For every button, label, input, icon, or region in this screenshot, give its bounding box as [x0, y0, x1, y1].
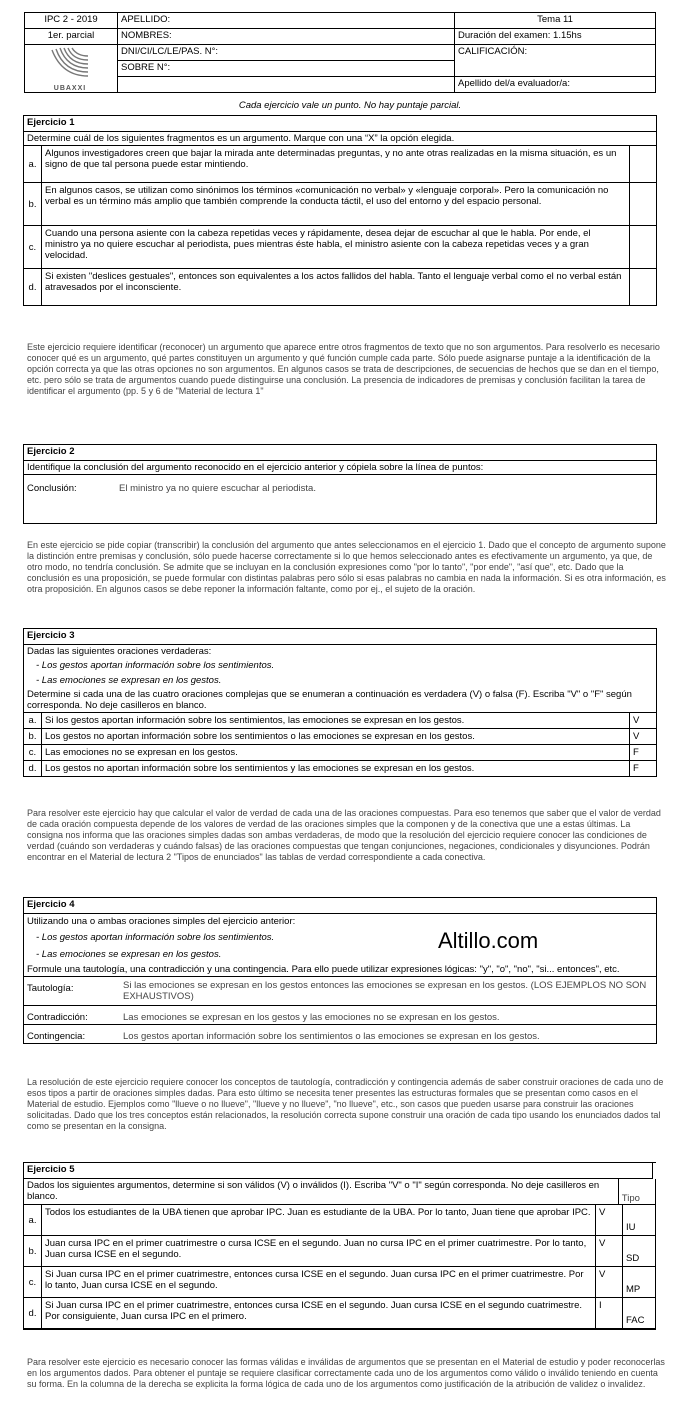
row-label: Tautología:: [27, 983, 74, 994]
exercise-1-title: Ejercicio 1: [24, 116, 656, 132]
exercise-2-note: En este ejercicio se pide copiar (transcribir) la conclusión del argumento que antes seleccionamos en el ejercicio 1. Dado que el concepto de argumento supone la distinción entre premisas y conclusión, sólo puede hacerse correctamente si lo que hemos seleccionado antes es efectivamente un argumento, ya que, de otro modo, no tendría conclusión. Se admite que se incluyan en la conclusión expresiones como "por lo tanto", "por ende", "así que", etc. Dado que la conclusión es una proposición, se puede formular con distintas palabras pero sólo si esas palabras no cambia en nada la información. Si es otra información, es otra proposición. En algunos casos se debe reponer la información faltante, como por ej., el sujeto de la oración.: [27, 540, 666, 594]
option-c[interactable]: [24, 745, 656, 761]
option-letter: b.: [24, 183, 42, 225]
option-c[interactable]: [24, 1267, 656, 1298]
option-letter: d.: [24, 761, 42, 776]
dni-field[interactable]: DNI/CI/LC/LE/PAS. N°:: [118, 45, 455, 61]
exercise-3: [23, 628, 657, 777]
option-b[interactable]: [24, 183, 656, 226]
option-a[interactable]: [24, 713, 656, 729]
exercise-5-note: Para resolver este ejercicio es necesario conocer las formas válidas e inválidas de argumentos que se presentan en el Material de estudio y poder reconocerlas en los argumentos dados. Para obtener el puntaje se requiere clasificar correctamente cada uno de los argumentos como válido o inválido teniendo en cuenta su forma. En la columna de la derecha se explicita la forma lógica de cada uno de los argumentos como justificación de la atribución de validez o invalidez.: [27, 1357, 665, 1389]
option-text: Los gestos no aportan información sobre los sentimientos y las emociones se expresan en los gestos.: [42, 761, 630, 776]
answer-box[interactable]: F: [633, 763, 639, 774]
ubaxxi-logo: [48, 46, 92, 92]
logo-text: UBAXXI: [53, 85, 87, 92]
option-letter: d.: [24, 269, 42, 305]
exercise-4-prompt: Formule una tautología, una contradicción y una contingencia. Para ello puede utilizar expresiones lógicas: "y", "o", "no", "si... entonces", etc.: [27, 964, 620, 975]
tipo-cell: SD: [623, 1236, 656, 1266]
option-text: Todos los estudiantes de la UBA tienen que aprobar IPC. Juan es estudiante de la UBA. Por lo tanto, Juan tiene que aprobar IPC.: [42, 1205, 596, 1235]
option-text: Si los gestos aportan información sobre los sentimientos, las emociones se expresan en los gestos.: [42, 713, 630, 728]
exercise-3-prompt: Determine si cada una de las cuatro oraciones complejas que se enumeran a continuación es verdadera (V) o falsa (F). Escriba "V" o "F" según corresponda. No deje casilleros en blanco.: [24, 688, 656, 713]
option-a[interactable]: [24, 1205, 656, 1236]
answer-box[interactable]: V: [596, 1205, 623, 1235]
row-answer[interactable]: Los gestos aportan información sobre los sentimientos o las emociones se expresan en los gestos.: [123, 1031, 540, 1042]
answer-box[interactable]: [630, 146, 656, 182]
exercise-1-prompt: Determine cuál de los siguientes fragmentos es un argumento. Marque con una “X” la opción elegida.: [24, 132, 656, 146]
instructions: Cada ejercicio vale un punto. No hay puntaje parcial.: [238, 100, 462, 111]
contingencia-row: [24, 1024, 656, 1043]
exercise-4-title: Ejercicio 4: [24, 898, 656, 914]
answer-box[interactable]: V: [596, 1267, 623, 1297]
conclusion-answer[interactable]: El ministro ya no quiere escuchar al periodista.: [119, 483, 316, 494]
row-label: Contingencia:: [27, 1031, 86, 1042]
exercise-3-intro: Dadas las siguientes oraciones verdaderas:: [27, 646, 212, 657]
option-text: Cuando una persona asiente con la cabeza repetidas veces y rápidamente, desea dejar de escuchar al que le habla. Por ende, el ministro ya no quiere escuchar al periodista, pues mientras éste habla, el ministro asiente con la cabeza repetidas veces y a gran velocidad.: [42, 226, 630, 268]
answer-box[interactable]: [630, 269, 656, 305]
exercise-4-note: La resolución de este ejercicio requiere conocer los conceptos de tautología, contradicción y contingencia además de saber construir oraciones de cada uno de esos tipos a partir de oraciones simples dadas. Para esto último se necesita tener presentes las estructuras formales que se presentan como casos en el Material de estudio. Ejemplos como "llueve o no llueve", "llueve y no llueve", "no llueve", etc., son casos que pueden usarse para construir las oraciones solicitadas. Dado que los tres conceptos están relacionados, la resolución correcta supone construir una oración de cada tipo usando los enunciados dados tal como se presentan en la consigna.: [27, 1077, 664, 1131]
option-text: Si Juan cursa IPC en el primer cuatrimestre, entonces cursa ICSE en el segundo. Juan cursa IPC en el primer cuatrimestre. Por lo tanto, Juan cursa ICSE en el segundo.: [42, 1267, 596, 1297]
option-text: Juan cursa IPC en el primer cuatrimestre o cursa ICSE en el segundo. Juan no cursa IPC en el primer cuatrimestre. Por lo tanto, Juan cursa ICSE en el segundo.: [42, 1236, 596, 1266]
answer-box[interactable]: V: [633, 731, 640, 742]
calificacion-field[interactable]: CALIFICACIÓN:: [455, 45, 656, 77]
row-label: Contradicción:: [27, 1012, 88, 1023]
tipo-cell: FAC: [623, 1298, 656, 1328]
option-text: Algunos investigadores creen que bajar la mirada ante determinadas preguntas, y no ante otras realizadas en la misma situación, es un signo de que tal persona puede estar mintiendo.: [42, 146, 630, 182]
exercise-3-note: Para resolver este ejercicio hay que calcular el valor de verdad de cada una de las oraciones compuestas. Para eso tenemos que saber que el valor de verdad de cada oración compuesta depende de los valores de verdad de las oraciones simples que la componen y de la conectiva que une a estas últimas. La consigna nos informa que las oraciones simples dadas son ambas verdaderas, de modo que la resolución del ejercicio requiere conocer las condiciones de verdad (cuándo son verdaderas y cuándo falsas) de las oraciones compuestas que tengan conjunciones, negaciones, condicionales y disyunciones. Podrán encontrar en el Material de lectura 2 "Tipos de enunciados" las tablas de verdad correspondiente a cada conectiva.: [27, 808, 661, 862]
option-letter: c.: [24, 1267, 42, 1297]
exercise-5-title: Ejercicio 5: [24, 1163, 653, 1179]
sentence-2: - Las emociones se expresan en los gestos.: [36, 949, 222, 960]
option-letter: c.: [24, 226, 42, 268]
watermark: Altillo.com: [438, 928, 539, 953]
apellido-field[interactable]: APELLIDO:: [118, 13, 455, 29]
option-c[interactable]: [24, 226, 656, 269]
exercise-5-prompt: Dados los siguientes argumentos, determine si son válidos (V) o inválidos (I). Escriba "V" o "I" según corresponda. No deje casilleros en blanco.: [24, 1179, 619, 1204]
nombres-field[interactable]: NOMBRES:: [118, 29, 455, 45]
answer-box[interactable]: V: [633, 715, 640, 726]
exam-header: [24, 12, 656, 93]
exercise-2-title: Ejercicio 2: [24, 445, 656, 461]
row-answer[interactable]: Si las emociones se expresan en los gestos entonces las emociones se expresan en los gestos. (LOS EJEMPLOS NO SON EXHAUSTIVOS): [123, 980, 647, 1002]
tipo-cell: IU: [623, 1205, 656, 1235]
option-text: Las emociones no se expresan en los gestos.: [42, 745, 630, 760]
option-letter: b.: [24, 1236, 42, 1266]
exercise-1-options: [24, 146, 656, 305]
option-text: Si Juan cursa IPC en el primer cuatrimestre, entonces cursa ICSE en el segundo. Juan cursa ICSE en el segundo cuatrimestre. Por consiguiente, Juan cursa IPC en el primero.: [42, 1298, 596, 1328]
answer-box[interactable]: I: [596, 1298, 623, 1328]
tipo-header: Tipo: [619, 1179, 656, 1204]
option-letter: a.: [24, 146, 42, 182]
exercise-2: [23, 444, 657, 524]
course-cell: IPC 2 - 2019: [25, 13, 118, 29]
answer-box[interactable]: [630, 226, 656, 268]
blank-cell: [118, 77, 455, 93]
answer-box[interactable]: V: [596, 1236, 623, 1266]
ubaxxi-logo-icon: [48, 46, 92, 82]
option-letter: a.: [24, 1205, 42, 1235]
row-answer[interactable]: Las emociones se expresan en los gestos y las emociones no se expresan en los gestos.: [123, 1012, 500, 1023]
conclusion-label: Conclusión:: [27, 483, 77, 494]
option-letter: c.: [24, 745, 42, 760]
contradiccion-row: [24, 1005, 656, 1024]
evaluador-field[interactable]: Apellido del/a evaluador/a:: [455, 77, 656, 93]
option-b[interactable]: [24, 729, 656, 745]
sobre-field[interactable]: SOBRE N°:: [118, 61, 455, 77]
sentence-1: - Los gestos aportan información sobre los sentimientos.: [36, 932, 275, 943]
exercise-5: [23, 1162, 656, 1330]
answer-box[interactable]: [630, 183, 656, 225]
tipo-cell: MP: [623, 1267, 656, 1297]
exercise-4: [23, 897, 657, 1044]
option-a[interactable]: [24, 146, 656, 183]
option-d[interactable]: [24, 269, 656, 305]
option-d[interactable]: [24, 761, 656, 776]
tema-cell: Tema 11: [455, 13, 656, 29]
exercise-2-prompt: Identifique la conclusión del argumento reconocido en el ejercicio anterior y cópiela sobre la línea de puntos:: [24, 461, 656, 475]
sentence-1: - Los gestos aportan información sobre los sentimientos.: [36, 660, 275, 671]
exercise-4-intro: Utilizando una o ambas oraciones simples del ejercicio anterior:: [27, 916, 296, 927]
option-text: Los gestos no aportan información sobre los sentimientos o las emociones se expresan en los gestos.: [42, 729, 630, 744]
exercise-3-title: Ejercicio 3: [24, 629, 656, 645]
answer-box[interactable]: F: [633, 747, 639, 758]
option-letter: a.: [24, 713, 42, 728]
option-text: Si existen "deslices gestuales", entonces son equivalentes a los actos fallidos del habla. Tanto el lenguaje verbal como el no verbal están atravesados por el inconsciente.: [42, 269, 630, 305]
option-d[interactable]: [24, 1298, 656, 1329]
option-text: En algunos casos, se utilizan como sinónimos los términos «comunicación no verbal» y «lenguaje corporal». Pero la comunicación no verbal es un término más amplio que también comprende la conducta táctil, el uso del entorno y del espacio personal.: [42, 183, 630, 225]
sentence-2: - Las emociones se expresan en los gestos.: [36, 675, 222, 686]
option-letter: d.: [24, 1298, 42, 1328]
tautologia-row: [24, 976, 656, 1005]
exercise-1-note: Este ejercicio requiere identificar (reconocer) un argumento que aparece entre otros fragmentos de texto que no son argumentos. Para resolverlo es necesario conocer qué es un argumento, qué partes constituyen un argumento y qué función cumple cada parte. Sólo puede asignarse puntaje a la identificación de la opción correcta ya que las otras opciones no son argumentos. En algunos casos se trata de descripciones, de secuencias de hechos que se dan en el tiempo, etc. pero sólo se trata de argumentos cuando puede distinguirse una conclusión. La presencia de indicadores de premisas y conclusión facilitan la tarea de identificar el argumento (pp. 5 y 6 de "Material de lectura 1": [27, 342, 660, 396]
duracion-cell: Duración del examen: 1.15hs: [455, 29, 656, 45]
option-letter: b.: [24, 729, 42, 744]
option-b[interactable]: [24, 1236, 656, 1267]
exercise-1: [23, 115, 657, 306]
exam-cell: 1er. parcial: [25, 29, 118, 45]
